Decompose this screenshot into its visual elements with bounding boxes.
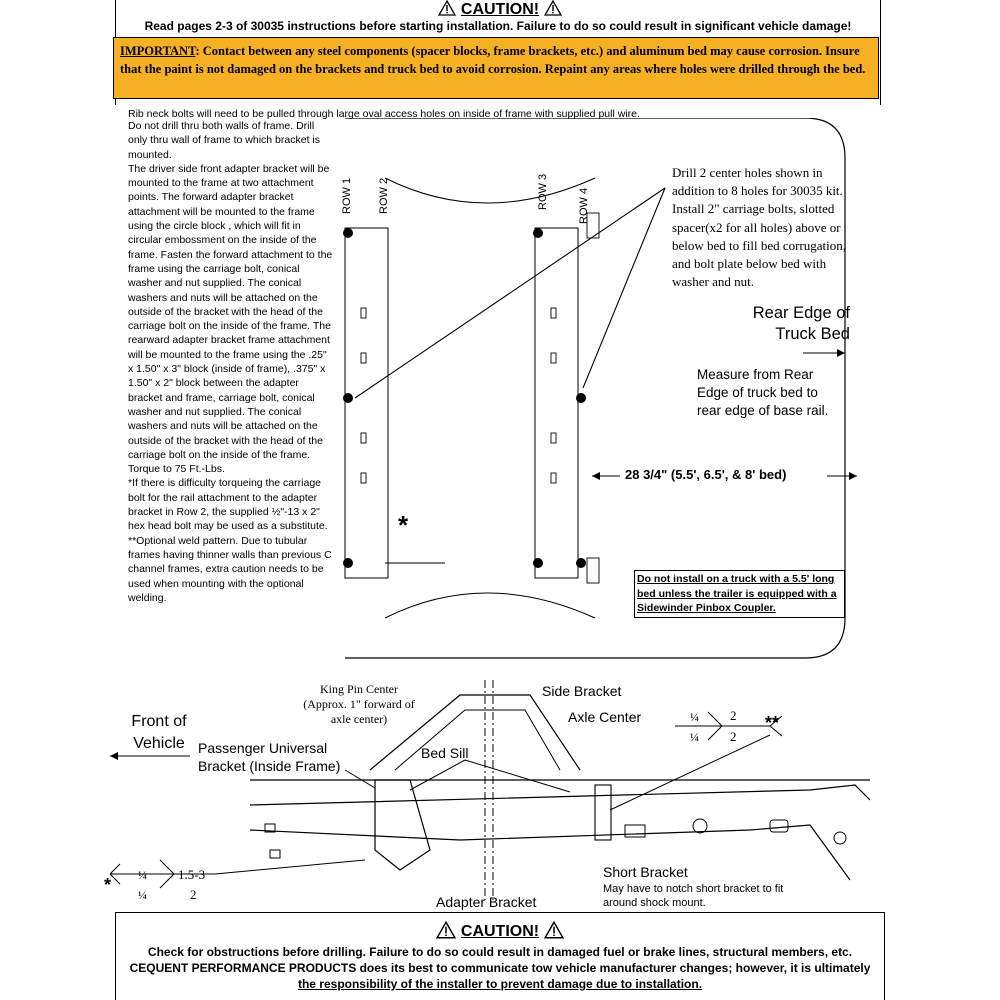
bottom-caution-title: CAUTION!	[460, 923, 540, 940]
weld-value: 2	[730, 729, 737, 744]
rear-edge-label: Rear Edge of Truck Bed	[752, 304, 850, 343]
measurement-label: 28 3/4" (5.5', 6.5', & 8' bed)	[625, 467, 787, 482]
row-label: ROW 4	[578, 187, 590, 224]
important-lead: IMPORTANT	[120, 44, 196, 58]
row-label: ROW 2	[378, 177, 390, 214]
weld-frac: ¼	[690, 730, 699, 744]
row2-asterisk: *	[398, 510, 409, 540]
warning-icon	[438, 0, 456, 16]
bottom-caution-line: the responsibility of the installer to prevent damage due to installation.	[297, 977, 703, 991]
bottom-caution-header	[115, 921, 885, 941]
note-item: *If there is difficulty torqueing the carriage bolt for the rail attachment to the adapter bracket in Row 2, the supplied ½"-13 x 2" hex head bolt may be used as a substitute.	[128, 477, 328, 533]
measure-note: Measure from Rear Edge of truck bed to rear edge of base rail.	[697, 367, 829, 418]
axle-center-label: Axle Center	[568, 709, 642, 725]
top-caution-text: Read pages 2-3 of 30035 instructions before starting installation. Failure to do so could result in significant vehicle damage!	[144, 19, 852, 33]
weld-value: 2	[730, 708, 737, 723]
page-border-right	[880, 0, 881, 105]
weld-frac: ¼	[138, 868, 147, 882]
bed-sill-label: Bed Sill	[421, 745, 469, 761]
short-bracket-note: May have to notch short bracket to fit around shock mount.	[603, 883, 784, 909]
important-text: : Contact between any steel components (spacer blocks, frame brackets, etc.) and aluminum bed may cause corrosion. Insure that the paint is not damaged on the brackets and truck bed to avoid corrosion. Repaint any areas where holes were drilled through the bed.	[120, 44, 866, 76]
weld-asterisk-left: *	[104, 875, 112, 895]
top-caution-header	[380, 0, 620, 20]
bottom-caution-line: CEQUENT PERFORMANCE PRODUCTS does its best to communicate tow vehicle manufacturer changes; however, it is ultimately	[129, 961, 871, 975]
passenger-bracket-label: Passenger Universal Bracket (Inside Frame)	[198, 740, 341, 774]
weld-value: 1.5-3	[178, 867, 206, 882]
rib-note: Rib neck bolts will need to be pulled through large oval access holes on inside of frame with supplied pull wire.	[128, 108, 640, 120]
top-caution-title: CAUTION!	[460, 1, 540, 18]
bed-warning: Do not install on a truck with a 5.5' long bed unless the trailer is equipped with a Sidewinder Pinbox Coupler.	[634, 570, 845, 618]
adapter-bracket-label: Adapter Bracket	[436, 894, 537, 910]
weld-frac: ¼	[690, 710, 699, 724]
side-view-diagram	[110, 680, 870, 910]
warning-icon	[436, 921, 456, 939]
note-item: **Optional weld pattern. Due to tubular frames having thinner walls than previous C channel frames, extra caution needs to be used when mounting with the optional welding.	[128, 534, 332, 604]
drill-note: Drill 2 center holes shown in addition to 8 holes for 30035 kit. Install 2" carriage bolts, slotted spacer(x2 for all holes) above or below bed to fill bed corrugation, and bolt plate below bed with washer and nut.	[672, 165, 847, 290]
bottom-caution-line: Check for obstructions before drilling. Failure to do so could result in damaged fuel or brake lines, structural members, etc.	[147, 945, 853, 959]
weld-value: 2	[190, 887, 197, 902]
weld-asterisk: **	[765, 713, 780, 733]
important-notice	[113, 37, 879, 99]
note-item: The driver side front adapter bracket will be mounted to the frame at two attachment points. The forward adapter bracket attachment will be mounted to the frame using the circle block , which will fit in circular embossment on the inside of the frame. Fasten the forward attachment to the frame using the carriage bolt, conical washer and nut supplied. The conical washers and nuts will be attached on the outside of the bracket with the head of the carriage bolt on the inside of the frame. The rearward adapter bracket frame attachment will be mounted to the frame using the .25" x 1.50" x 3" block (inside of frame), .375" x 1.50" x 2" block between the adapter bracket and frame, carriage bolt, conical washer and nut supplied. The conical washers and nuts will be attached on the outside of the bracket with the head of the carriage bolt on the inside of the frame. Torque to 75 Ft.-Lbs.	[128, 162, 333, 476]
short-bracket-label: Short Bracket	[603, 864, 688, 880]
warning-icon	[544, 0, 562, 16]
king-pin-label: King Pin Center (Approx. 1" forward of axle center)	[303, 682, 415, 726]
bottom-caution	[115, 912, 885, 998]
row-label: ROW 3	[537, 173, 549, 210]
warning-icon	[544, 921, 564, 939]
side-bracket-label: Side Bracket	[542, 683, 622, 699]
weld-frac: ¼	[138, 888, 147, 902]
note-item: Do not drill thru both walls of frame. Drill only thru wall of frame to which bracket is mounted.	[128, 120, 320, 161]
left-notes	[128, 119, 333, 605]
front-vehicle-label: Front of Vehicle	[131, 713, 187, 752]
row-label: ROW 1	[341, 177, 353, 214]
